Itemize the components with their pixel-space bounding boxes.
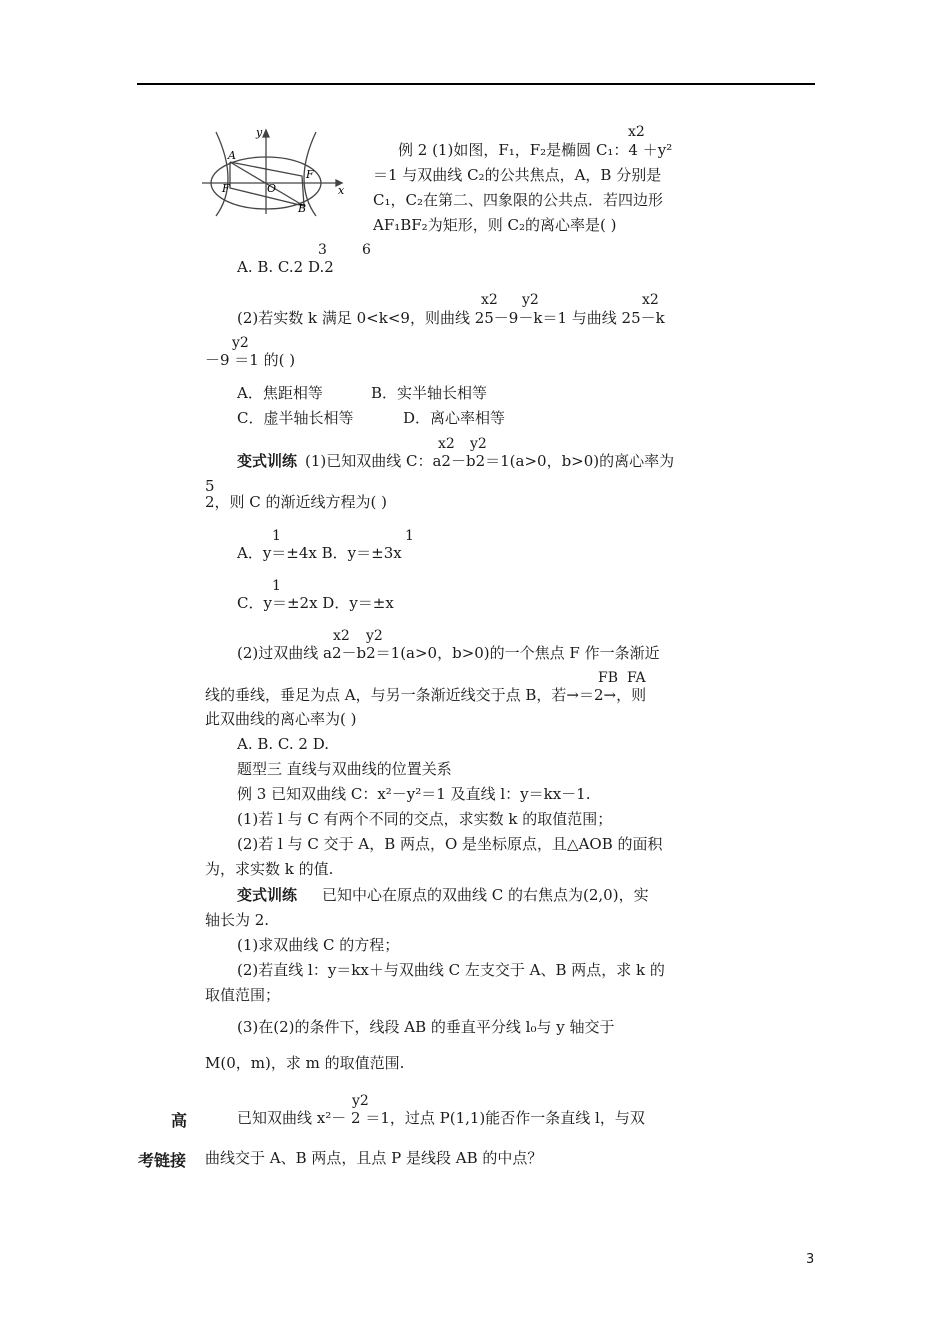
ex2-p1-line1: 例 2 (1)如图，F₁，F₂是椭圆 C₁：4 ＋y²: [398, 141, 673, 159]
point-label-f1: F: [222, 182, 230, 195]
var1-sup1: x2: [438, 436, 455, 452]
ex2-p2-sup2: y2: [522, 292, 539, 308]
var1-frac-b: 1: [405, 528, 414, 544]
ellipse-hyperbola-figure: [200, 126, 350, 218]
type3-question2-line1: (2)若 l 与 C 交于 A，B 两点，O 是坐标原点，且△AOB 的面积: [237, 835, 663, 853]
var1-options-ab: A．y＝±4x B．y＝±3x: [237, 544, 402, 562]
gaokao-side-label-1: 高: [171, 1111, 188, 1130]
origin-label: O: [267, 182, 277, 195]
page-number: 3: [806, 1252, 815, 1267]
ex2-p1-line4: AF₁BF₂为矩形，则 C₂的离心率是( ): [373, 216, 617, 234]
gaokao-line1: 已知双曲线 x²－ 2 ＝1，过点 P(1,1)能否作一条直线 l，与双: [237, 1109, 645, 1127]
ex2-p1-line3: C₁，C₂在第二、四象限的公共点．若四边形: [373, 191, 663, 209]
var1-frac-c: 1: [272, 578, 281, 594]
var1-sup2: y2: [470, 436, 487, 452]
var2-line2: 轴长为 2.: [205, 911, 270, 929]
gaokao-side-label-2: 考链接: [138, 1151, 187, 1170]
axis-label-x: x: [338, 184, 345, 197]
ex2-p2-line2: －9 ＝1 的( ): [205, 351, 296, 369]
ex2-p2-sup1: x2: [481, 292, 498, 308]
ex2-p1-line2: ＝1 与双曲线 C₂的公共焦点，A，B 分别是: [373, 166, 662, 184]
y-axis-arrow-icon: [263, 130, 269, 137]
point-label-f2: F: [306, 168, 314, 181]
ex2-p2-option-c: C．虚半轴长相等: [237, 409, 354, 427]
var1-five: 5: [205, 477, 215, 495]
ex2-p2-option-d: D．离心率相等: [403, 409, 506, 427]
var2-question3-line2: M(0，m)，求 m 的取值范围.: [205, 1054, 405, 1072]
var1-q2-line3: 此双曲线的离心率为( ): [205, 710, 357, 728]
var1-options-cd: C．y＝±2x D．y＝±x: [237, 594, 394, 612]
var2-question2-line1: (2)若直线 l：y＝kx＋与双曲线 C 左支交于 A、B 两点，求 k 的: [237, 961, 665, 979]
var1-q2-options: A. B. C. 2 D.: [237, 735, 329, 753]
var2-title: 变式训练: [237, 886, 298, 904]
var1-line2: 2，则 C 的渐近线方程为( ): [205, 493, 388, 511]
var2-line1: 已知中心在原点的双曲线 C 的右焦点为(2,0)，实: [322, 886, 649, 904]
hyperbola-left-branch: [216, 132, 228, 216]
type3-example3: 例 3 已知双曲线 C：x²－y²＝1 及直线 l：y＝kx－1.: [237, 785, 591, 803]
type3-question2-line2: 为，求实数 k 的值.: [205, 860, 334, 878]
point-label-a: A: [228, 149, 236, 162]
ex2-p1-options: A. B. C.2 D.2: [237, 258, 334, 276]
var1-q2-sup2: y2: [366, 628, 383, 644]
point-label-b: B: [298, 202, 307, 215]
ex2-opt-sup-d: 6: [362, 242, 371, 258]
var1-q2-sup1: x2: [333, 628, 350, 644]
type3-question1: (1)若 l 与 C 有两个不同的交点，求实数 k 的取值范围；: [237, 810, 613, 828]
ex2-p1-sup: x2: [628, 124, 645, 140]
ex2-opt-sup-c: 3: [318, 242, 327, 258]
var1-vector-fa: FA: [627, 670, 646, 686]
var1-line1: (1)已知双曲线 C：a2－b2＝1(a>0，b>0)的离心率为: [305, 452, 675, 470]
ex2-p2-line1: (2)若实数 k 满足 0<k<9，则曲线 25－9－k＝1 与曲线 25－k: [237, 309, 665, 327]
var1-frac-a: 1: [272, 528, 281, 544]
ex2-p2-option-b: B．实半轴长相等: [371, 384, 488, 402]
var2-question2-line2: 取值范围；: [205, 986, 281, 1004]
header-rule: [137, 83, 815, 85]
type3-heading: 题型三 直线与双曲线的位置关系: [237, 760, 452, 778]
gaokao-sup: y2: [352, 1093, 369, 1109]
var1-title: 变式训练: [237, 452, 298, 470]
gaokao-line2: 曲线交于 A、B 两点，且点 P 是线段 AB 的中点？: [205, 1149, 543, 1167]
axis-label-y: y: [256, 126, 263, 139]
ex2-p2-sup4: y2: [232, 335, 249, 351]
ex2-p2-option-a: A．焦距相等: [237, 384, 323, 402]
var2-question3-line1: (3)在(2)的条件下，线段 AB 的垂直平分线 l₀与 y 轴交于: [237, 1018, 615, 1036]
var1-q2-line2: 线的垂线，垂足为点 A，与另一条渐近线交于点 B，若→＝2→，则: [205, 686, 647, 704]
ex2-p2-sup3: x2: [642, 292, 659, 308]
var2-question1: (1)求双曲线 C 的方程；: [237, 936, 400, 954]
var1-vector-fb: FB: [598, 670, 619, 686]
var1-q2-line1: (2)过双曲线 a2－b2＝1(a>0，b>0)的一个焦点 F 作一条渐近: [237, 644, 660, 662]
